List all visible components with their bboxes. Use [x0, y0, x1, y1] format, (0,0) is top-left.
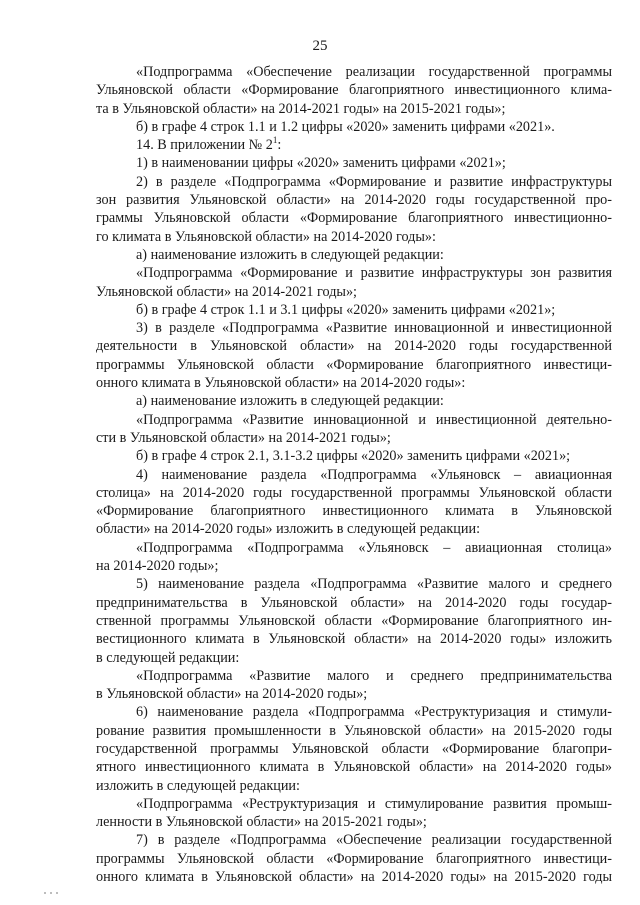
text-line-content: 2) в разделе «Подпрограмма «Формирование и развитие инфраструктуры	[136, 173, 612, 190]
text-line	[96, 228, 612, 246]
text-line-content: 6) наименование раздела «Подпрограмма «Реструктуризация и стимули-	[136, 704, 612, 721]
text-line	[96, 356, 612, 374]
text-line	[96, 813, 612, 831]
text-line-content: столица» на 2014-2020 годы государственной программы Ульяновской области	[96, 484, 612, 501]
text-line-content: программы Ульяновской области «Формирование благоприятного инвестици-	[96, 356, 612, 373]
text-line-content: предпринимательства в Ульяновской области» на 2014-2020 годы государ-	[96, 594, 612, 611]
text-line-content: «Подпрограмма «Обеспечение реализации государственной программы	[136, 64, 612, 80]
text-line	[96, 667, 612, 685]
text-line	[96, 392, 612, 410]
text-line-content: б) в графе 4 строк 1.1 и 1.2 цифры «2020» заменить цифрами «2021».	[136, 118, 555, 135]
text-line-content: в следующей редакции:	[96, 649, 240, 666]
text-line	[96, 447, 612, 465]
text-line-content: а) наименование изложить в следующей редакции:	[136, 393, 444, 410]
scan-artifact	[56, 892, 58, 894]
text-line	[96, 136, 612, 154]
text-line-content: граммы Ульяновской области «Формирование благоприятного инвестиционно-	[96, 210, 612, 227]
text-line-content: ленности в Ульяновской области» на 2015-2021 годы»;	[96, 814, 427, 831]
text-line-content: 4) наименование раздела «Подпрограмма «Ульяновск – авиационная	[136, 466, 612, 483]
text-line	[96, 649, 612, 667]
text-line-content: ственной программы Ульяновской области «Формирование благоприятного ин-	[96, 612, 612, 629]
text-line-content: в Ульяновской области» на 2014-2020 годы»;	[96, 686, 368, 703]
text-line-content: зон развития Ульяновской области» на 2014-2020 годы государственной про-	[96, 192, 612, 209]
text-line	[96, 337, 612, 355]
text-line-content: б) в графе 4 строк 1.1 и 3.1 цифры «2020» заменить цифрами «2021»;	[136, 301, 556, 318]
text-line-content: области» на 2014-2020 годы» изложить в следующей редакции:	[96, 521, 481, 538]
text-line-content: деятельности в Ульяновской области» на 2014-2020 годы государственной	[96, 338, 612, 355]
text-line	[96, 831, 612, 849]
text-line-content: сти в Ульяновской области» на 2014-2021 годы»;	[96, 429, 391, 446]
text-line-suffix: :	[277, 137, 282, 154]
text-line-content: «Подпрограмма «Формирование и развитие инфраструктуры зон развития	[136, 265, 612, 282]
text-line-content: программы Ульяновской области «Формирование благоприятного инвестици-	[96, 850, 612, 867]
text-line	[96, 722, 612, 740]
text-line	[96, 319, 612, 337]
text-line	[96, 758, 612, 776]
superscript: 1	[272, 135, 278, 146]
text-line-content: «Подпрограмма «Реструктуризация и стимулирование развития промыш-	[136, 795, 612, 812]
text-line	[96, 575, 612, 593]
text-line	[96, 63, 612, 81]
text-line-content: 7) в разделе «Подпрограмма «Обеспечение реализации государственной	[136, 832, 612, 849]
text-line	[96, 81, 612, 99]
text-line	[96, 612, 612, 630]
text-line-content: ятного инвестиционного климата в Ульяновской области» на 2014-2020 годы»	[96, 759, 612, 776]
text-line-content: вестиционного климата в Ульяновской области» на 2014-2020 годы» изложить	[96, 631, 612, 648]
text-line-content: го климата в Ульяновской области» на 2014-2020 годы»:	[96, 228, 436, 245]
text-line	[96, 850, 612, 868]
text-line-content: «Подпрограмма «Подпрограмма «Ульяновск – авиационная столица»	[136, 539, 612, 556]
text-line-content: 14. В приложении № 2	[136, 137, 273, 154]
text-line	[96, 539, 612, 557]
text-line-content: онного климата в Ульяновской области» на 2014-2020 годы»:	[96, 375, 466, 392]
document-body	[96, 63, 612, 886]
text-line-content: изложить в следующей редакции:	[96, 777, 300, 794]
text-line	[96, 301, 612, 319]
text-line	[96, 283, 612, 301]
text-line-content: Ульяновской области» на 2014-2021 годы»;	[96, 283, 357, 300]
text-line	[96, 630, 612, 648]
text-line-content: «Формирование благоприятного инвестиционного климата в Ульяновской	[96, 503, 612, 520]
text-line	[96, 557, 612, 575]
text-line-content: а) наименование изложить в следующей редакции:	[136, 246, 444, 263]
text-line	[96, 685, 612, 703]
text-line-content: 3) в разделе «Подпрограмма «Развитие инновационной и инвестиционной	[136, 320, 612, 337]
text-line	[96, 411, 612, 429]
text-line-content: Ульяновской области «Формирование благоприятного инвестиционного клима-	[96, 82, 612, 99]
text-line-content: «Подпрограмма «Развитие малого и среднего предпринимательства	[136, 667, 612, 684]
text-line	[96, 173, 612, 191]
scan-artifact	[50, 892, 52, 894]
text-line-content: рование развития промышленности в Ульяновской области» на 2015-2020 годы	[96, 722, 612, 739]
text-line-content: та в Ульяновской области» на 2014-2021 годы» на 2015-2021 годы»;	[96, 100, 506, 117]
text-line-content: на 2014-2020 годы»;	[96, 558, 219, 575]
text-line	[96, 118, 612, 136]
text-line	[96, 502, 612, 520]
text-line	[96, 594, 612, 612]
text-line-content: 5) наименование раздела «Подпрограмма «Развитие малого и среднего	[136, 576, 612, 593]
text-line	[96, 246, 612, 264]
text-line	[96, 777, 612, 795]
text-line-content: онного климата в Ульяновской области» на 2014-2020 годы» на 2015-2020 годы	[96, 869, 612, 886]
text-line	[96, 209, 612, 227]
text-line-content: б) в графе 4 строк 2.1, 3.1-3.2 цифры «2020» заменить цифрами «2021»;	[136, 448, 571, 465]
text-line	[96, 191, 612, 209]
page-number: 25	[312, 38, 328, 54]
text-line-content: государственной программы Ульяновской области «Формирование благопри-	[96, 740, 612, 757]
text-line-content: 1) в наименовании цифры «2020» заменить цифрами «2021»;	[136, 155, 506, 172]
scan-artifact	[44, 892, 46, 894]
text-line	[96, 520, 612, 538]
text-line	[96, 466, 612, 484]
text-line	[96, 484, 612, 502]
text-line	[96, 703, 612, 721]
text-line	[96, 374, 612, 392]
text-line	[96, 868, 612, 886]
text-line	[96, 740, 612, 758]
text-line	[96, 154, 612, 172]
text-line	[96, 795, 612, 813]
text-line	[96, 100, 612, 118]
text-line	[96, 429, 612, 447]
text-line-content: «Подпрограмма «Развитие инновационной и инвестиционной деятельно-	[136, 411, 612, 428]
text-line	[96, 264, 612, 282]
